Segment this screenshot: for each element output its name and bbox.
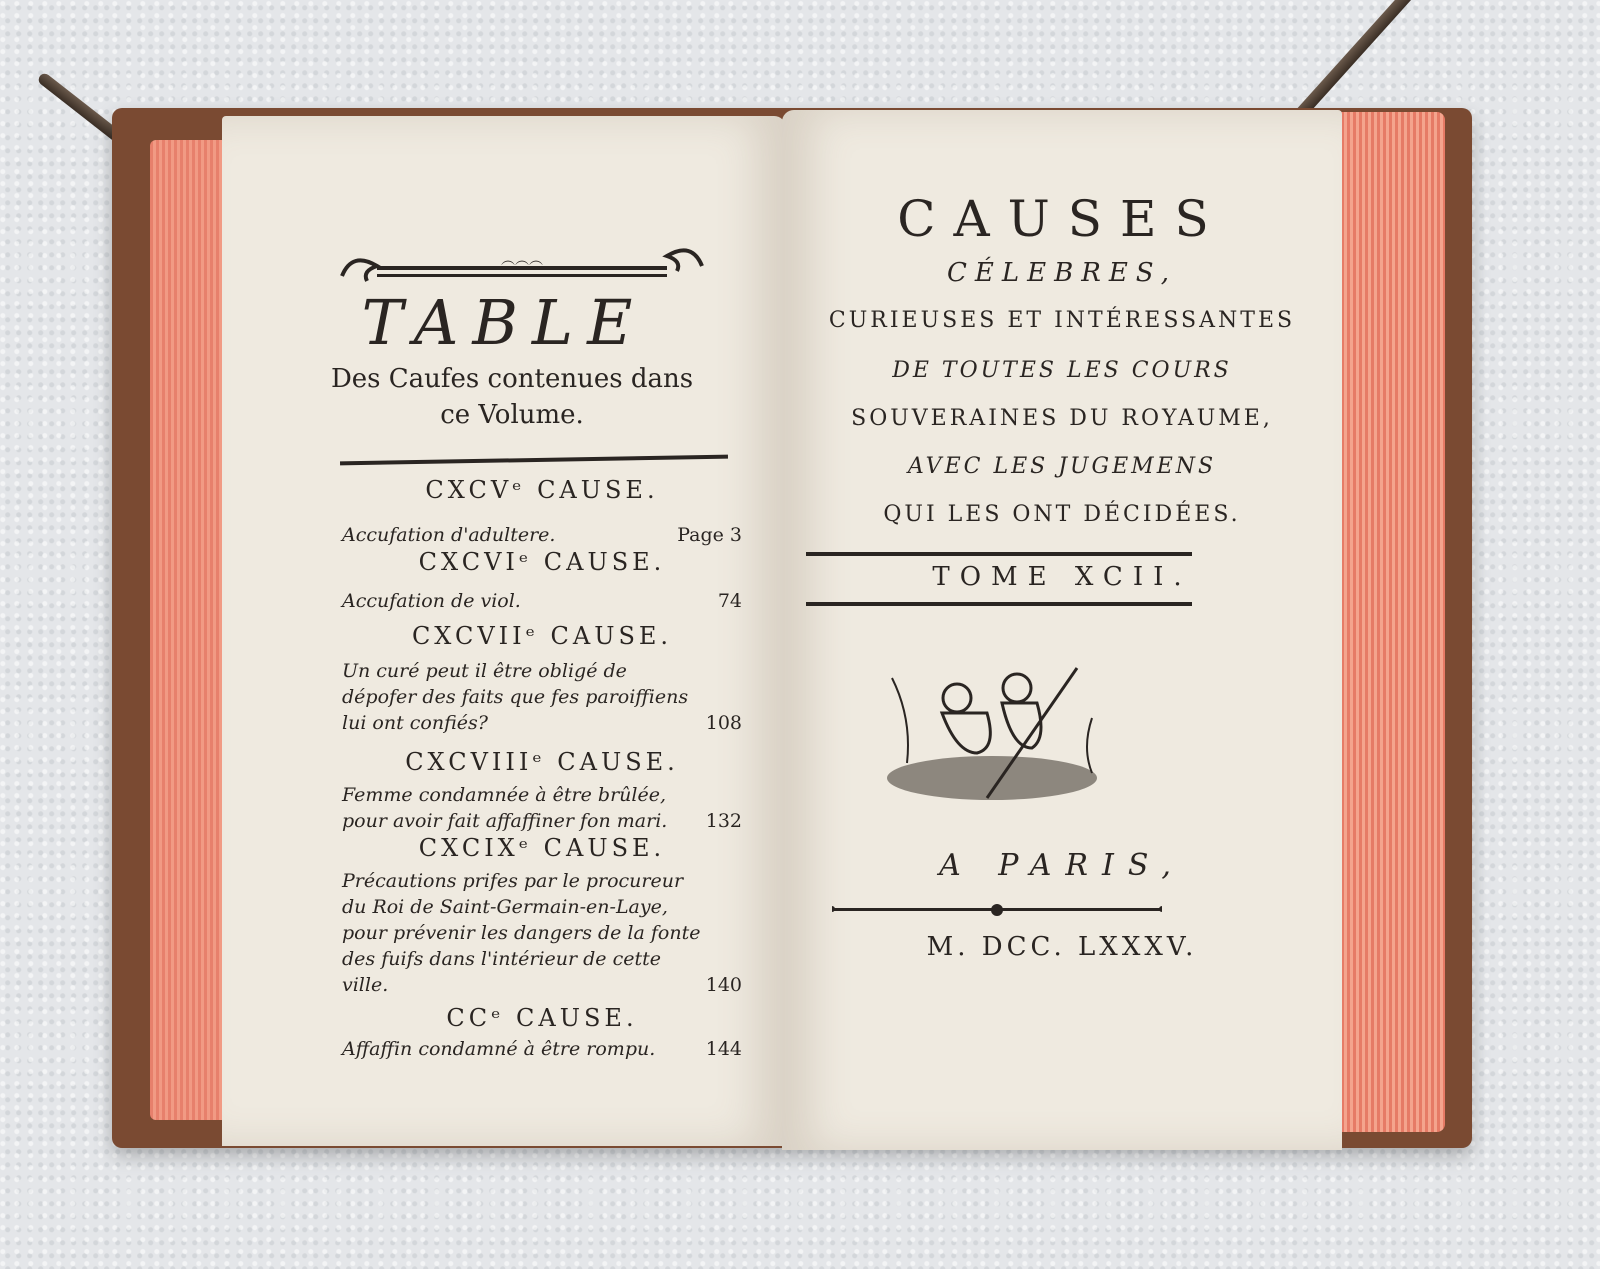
list-item [342, 1036, 742, 1062]
cause-heading: CXCIXᵉ CAUSE. [418, 834, 666, 862]
title-celebres: CÉLEBRES, [947, 258, 1177, 288]
list-item [342, 782, 742, 834]
entry-text: Précautions prifes par le procureur du Roi de Saint-Germain-en-Laye, pour prévenir les dangers de la fonte des fuifs dans l'intérieur de cette ville. [342, 870, 701, 996]
entry-text: Un curé peut il être obligé de dépofer des faits que fes paroiffiens lui ont confiés? [342, 660, 689, 734]
page-number: Page 3 [677, 524, 742, 546]
divider-rule [806, 552, 1192, 556]
title-line: CURIEUSES ET INTÉRESSANTES [828, 308, 1296, 333]
left-page [222, 116, 786, 1146]
title-line: AVEC LES JUGEMENS [907, 454, 1217, 479]
cause-heading: CXCVIᵉ CAUSE. [418, 548, 666, 576]
cherubs-vignette [877, 658, 1107, 808]
page-number: 140 [705, 974, 742, 996]
page-edges-left [150, 140, 230, 1120]
table-of-contents [342, 476, 742, 1062]
list-item [342, 658, 742, 736]
page-number: 74 [717, 590, 742, 612]
page-edges-right [1335, 112, 1445, 1132]
list-item [342, 868, 742, 998]
cause-heading: CXCVIIᵉ CAUSE. [411, 622, 673, 650]
divider-rule [806, 602, 1192, 606]
cause-heading: CXCVIIIᵉ CAUSE. [405, 748, 679, 776]
title-line: QUI LES ONT DÉCIDÉES. [883, 502, 1241, 527]
page-number: 108 [705, 712, 742, 734]
volume-number: TOME XCII. [932, 562, 1192, 592]
entry-text: Affaffin condamné à être rompu. [342, 1038, 656, 1060]
cause-heading: CCᵉ CAUSE. [446, 1004, 638, 1032]
imprint-year: M. DCC. LXXXV. [926, 932, 1198, 962]
imprint-place: A PARIS, [939, 848, 1185, 883]
title-causes: CAUSES [897, 190, 1227, 248]
entry-text: Accufation de viol. [342, 590, 521, 612]
title-line: DE TOUTES LES COURS [892, 358, 1232, 383]
cause-heading: CXCVᵉ CAUSE. [425, 476, 659, 504]
list-item [342, 522, 742, 548]
entry-text: Accufation d'adultere. [342, 524, 556, 546]
page-number: 144 [705, 1038, 742, 1060]
list-item [342, 588, 742, 614]
svg-text:︵︵︵: ︵︵︵ [501, 252, 543, 268]
page-title: TABLE [361, 286, 647, 359]
divider-rule [340, 455, 728, 466]
entry-text: Femme condamnée à être brûlée, pour avoir fait affaffiner fon mari. [342, 784, 668, 832]
title-line: SOUVERAINES DU ROYAUME, [851, 406, 1273, 431]
tailpiece-ornament [832, 900, 1162, 920]
page-number: 132 [705, 810, 742, 832]
right-page [782, 110, 1342, 1150]
page-subtitle: Des Caufes contenues dans ce Volume. [330, 364, 694, 430]
